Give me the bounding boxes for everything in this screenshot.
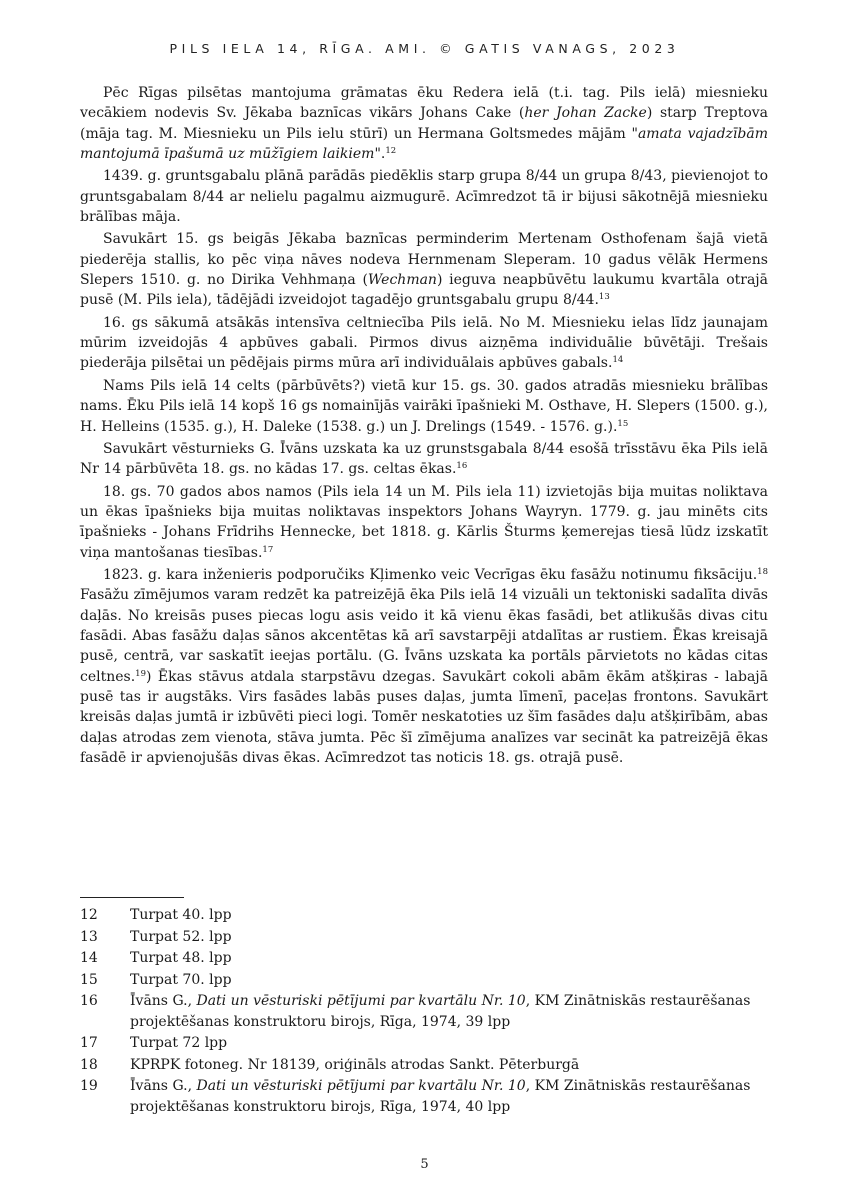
footnote-reference: 19 [135, 668, 146, 679]
footnote-text [130, 991, 770, 1032]
footnote-text [130, 948, 770, 969]
paragraph [80, 482, 768, 563]
running-header: PILS IELA 14, RĪGA. AMI. © GATIS VANAGS, 2023 [169, 41, 680, 56]
footnote-text [130, 1033, 770, 1054]
footnote-text [130, 905, 770, 926]
footnote-number: 19 [80, 1078, 98, 1094]
text-run: KPRPK fotoneg. Nr 18139, oriģināls atrodas Sankt. Pēterburgā [130, 1056, 580, 1073]
footnote-number: 18 [80, 1056, 98, 1073]
text-run: 16. gs sākumā atsākās intensīva celtniecība Pils ielā. No M. Miesnieku ielas līdz jaunajam mūrim izveidojās 4 apbūves gabali. Pirmos divus aizņēma individuālie būvētāji. Trešais piederāja pilsētai un pēdējais pirms mūra arī individuālais apbūves gabals. [80, 314, 768, 372]
footnote-reference: 17 [262, 544, 274, 555]
footnote-number: 12 [80, 907, 98, 923]
text-run: ) ieguva neapbūvētu laukumu kvartāla otrajā pusē (M. Pils iela), tādējādi izveidojot tagadējo gruntsgabalu grupu 8/44. [80, 272, 768, 309]
footnote-reference: 16 [456, 461, 468, 472]
text-run: Savukārt 15. gs beigās Jēkaba baznīcas perminderim Mertenam Osthofenam šajā vietā piederēja stallis, ko pēc viņa nāves nodeva Hernmenam Sleperam. 10 gadus vēlāk Hermens Slepers 1510. g. no Dirika Vehhmaņa ( [80, 231, 768, 289]
text-run: Savukārt vēsturnieks G. Īvāns uzskata ka uz grunstsgabala 8/44 esošā trīsstāvu ēka Pils ielā Nr 14 pārbūvēta 18. gs. no kādas 17. gs. celtas ēkas. [80, 440, 768, 478]
text-run: , KM Zinātniskās restaurēšanas projektēšanas konstruktoru birojs, Rīga, 1974, 40 lpp [130, 1078, 751, 1115]
footnote-text [130, 927, 770, 948]
paragraph [80, 439, 768, 480]
text-run: Turpat 40. lpp [130, 907, 232, 923]
italic-text: Dati un vēsturiski pētījumi par kvartālu Nr. 10 [196, 1078, 526, 1094]
footnote-reference: 13 [598, 292, 610, 303]
footnote [80, 1055, 770, 1076]
footnotes [80, 905, 770, 1117]
text-run: Turpat 48. lpp [130, 950, 232, 966]
text-run: . [380, 146, 386, 163]
paragraph [80, 83, 768, 164]
footnote-number: 13 [80, 928, 98, 945]
text-run: ) starp Treptova (māja tag. M. Miesnieku un Pils ielu stūrī) un Hermana Goltsmedes mājām [80, 105, 769, 142]
paragraph [80, 166, 768, 227]
page-number: 5 [420, 1157, 429, 1172]
footnote-reference: 14 [612, 355, 624, 366]
footnote-reference: 12 [385, 146, 397, 157]
text-run: , KM Zinātniskās restaurēšanas projektēšanas konstruktoru birojs, Rīga, 1974, 39 lpp [130, 993, 751, 1030]
text-run: 1823. g. kara inženieris podporučiks Kļimenko veic Vecrīgas ēku fasāžu notinumu fiksāciju. [103, 566, 758, 583]
text-run: Turpat 52. lpp [130, 928, 232, 945]
text-run: Īvāns G., [130, 993, 197, 1009]
paragraph [80, 313, 768, 374]
footnote-text [130, 1055, 770, 1076]
footnote-number: 14 [80, 950, 98, 966]
text-run: 1439. g. gruntsgabalu plānā parādās piedēklis starp grupa 8/44 un grupa 8/43, pievienojot to gruntsgabalam 8/44 ar nelielu pagalmu aizmugurē. Acīmredzot tā ir bijusi sākotnējā miesnieku brālības māja. [80, 168, 768, 226]
text-run: Turpat 72 lpp [130, 1035, 228, 1051]
footnote [80, 1076, 770, 1117]
paragraph [80, 229, 768, 310]
text-run: Nams Pils ielā 14 celts (pārbūvēts?) vietā kur 15. gs. 30. gados atradās miesnieku brālības nams. Ēku Pils ielā 14 kopš 16 gs nomainījās vairāki īpašnieki M. Osthave, H. Slepers (1500. g.), H. Helleins (1535. g.), H. Daleke (1538. g.) un J. Drelings (1549. - 1576. g.). [80, 377, 768, 435]
footnote-separator [80, 897, 184, 898]
footnote [80, 927, 770, 948]
text-run: 18. gs. 70 gados abos namos (Pils iela 14 un M. Pils iela 11) izvietojās bija muitas noliktava un ēkas īpašnieks bija muitas noliktavas inspektors Johans Wayryn. 1779. g. jau minēts cits īpašnieks - Johans Frīdrihs Hennecke, bet 1818. g. Kārlis Šturms ķemerejas tiesā lūdz izskatīt viņa mantošanas tiesības. [80, 483, 768, 561]
text-run: Turpat 70. lpp [130, 971, 232, 988]
italic-text: "amata vajadzībām mantojumā īpašumā uz mūžīgiem laikiem" [80, 125, 768, 163]
text-run: Īvāns G., [130, 1078, 197, 1094]
footnote-reference: 18 [757, 566, 768, 577]
text-run: ) Ēkas stāvus atdala starpstāvu dzegas. Savukārt cokoli abām ēkām atšķiras - labajā pusē tas ir augstāks. Virs fasādes labās puses daļas, jumta līmenī, paceļas frontons. Savukārt kreisās daļas jumtā ir izbūvēti pieci logi. Tomēr neskatoties uz šīm fasādes daļu atšķirībām, abas daļas atrodas zem vienota, stāva jumta. Pēc šī zīmējuma analīzes var secināt ka patreizējā ēkas fasādē ir apvienojušās divas ēkas. Acīmredzot tas noticis 18. gs. otrajā pusē. [80, 668, 768, 766]
paragraph [80, 376, 768, 437]
text-run: Pēc Rīgas pilsētas mantojuma grāmatas ēku Redera ielā (t.i. tag. Pils ielā) miesnieku vecākiem nodevis Sv. Jēkaba baznīcas vikārs Johans Cake ( [80, 85, 768, 122]
footnote [80, 970, 770, 991]
footnote [80, 905, 770, 926]
footnote-text [130, 970, 770, 991]
footnote [80, 948, 770, 969]
footnote-number: 15 [80, 971, 98, 988]
text-run: Fasāžu zīmējumos varam redzēt ka patreizējā ēka Pils ielā 14 vizuāli un tektoniski sadalīta divās daļās. No kreisās puses piecas logu asis veido it kā vienu ēkas fasādi, bet atlikušās divas citu fasādi. Abas fasāžu daļas sānos akcentētas kā arī savstarpēji atdalītas ar rustiem. Ēkas kreisajā pusē, centrā, var saskatīt ieejas portālu. (G. Īvāns uzskata ka portāls pārvietots no kādas citas celtnes. [80, 587, 768, 685]
body-text [80, 83, 768, 768]
footnote [80, 1033, 770, 1054]
footnote-number: 16 [80, 993, 98, 1009]
footnote [80, 991, 770, 1032]
footnote-reference: 15 [617, 418, 629, 429]
italic-text: Dati un vēsturiski pētījumi par kvartālu Nr. 10 [196, 993, 526, 1009]
footnote-text [130, 1076, 770, 1117]
paragraph [80, 565, 768, 768]
italic-text: Wechman [367, 272, 437, 289]
italic-text: her Johan Zacke [524, 105, 647, 122]
footnote-number: 17 [80, 1035, 98, 1051]
